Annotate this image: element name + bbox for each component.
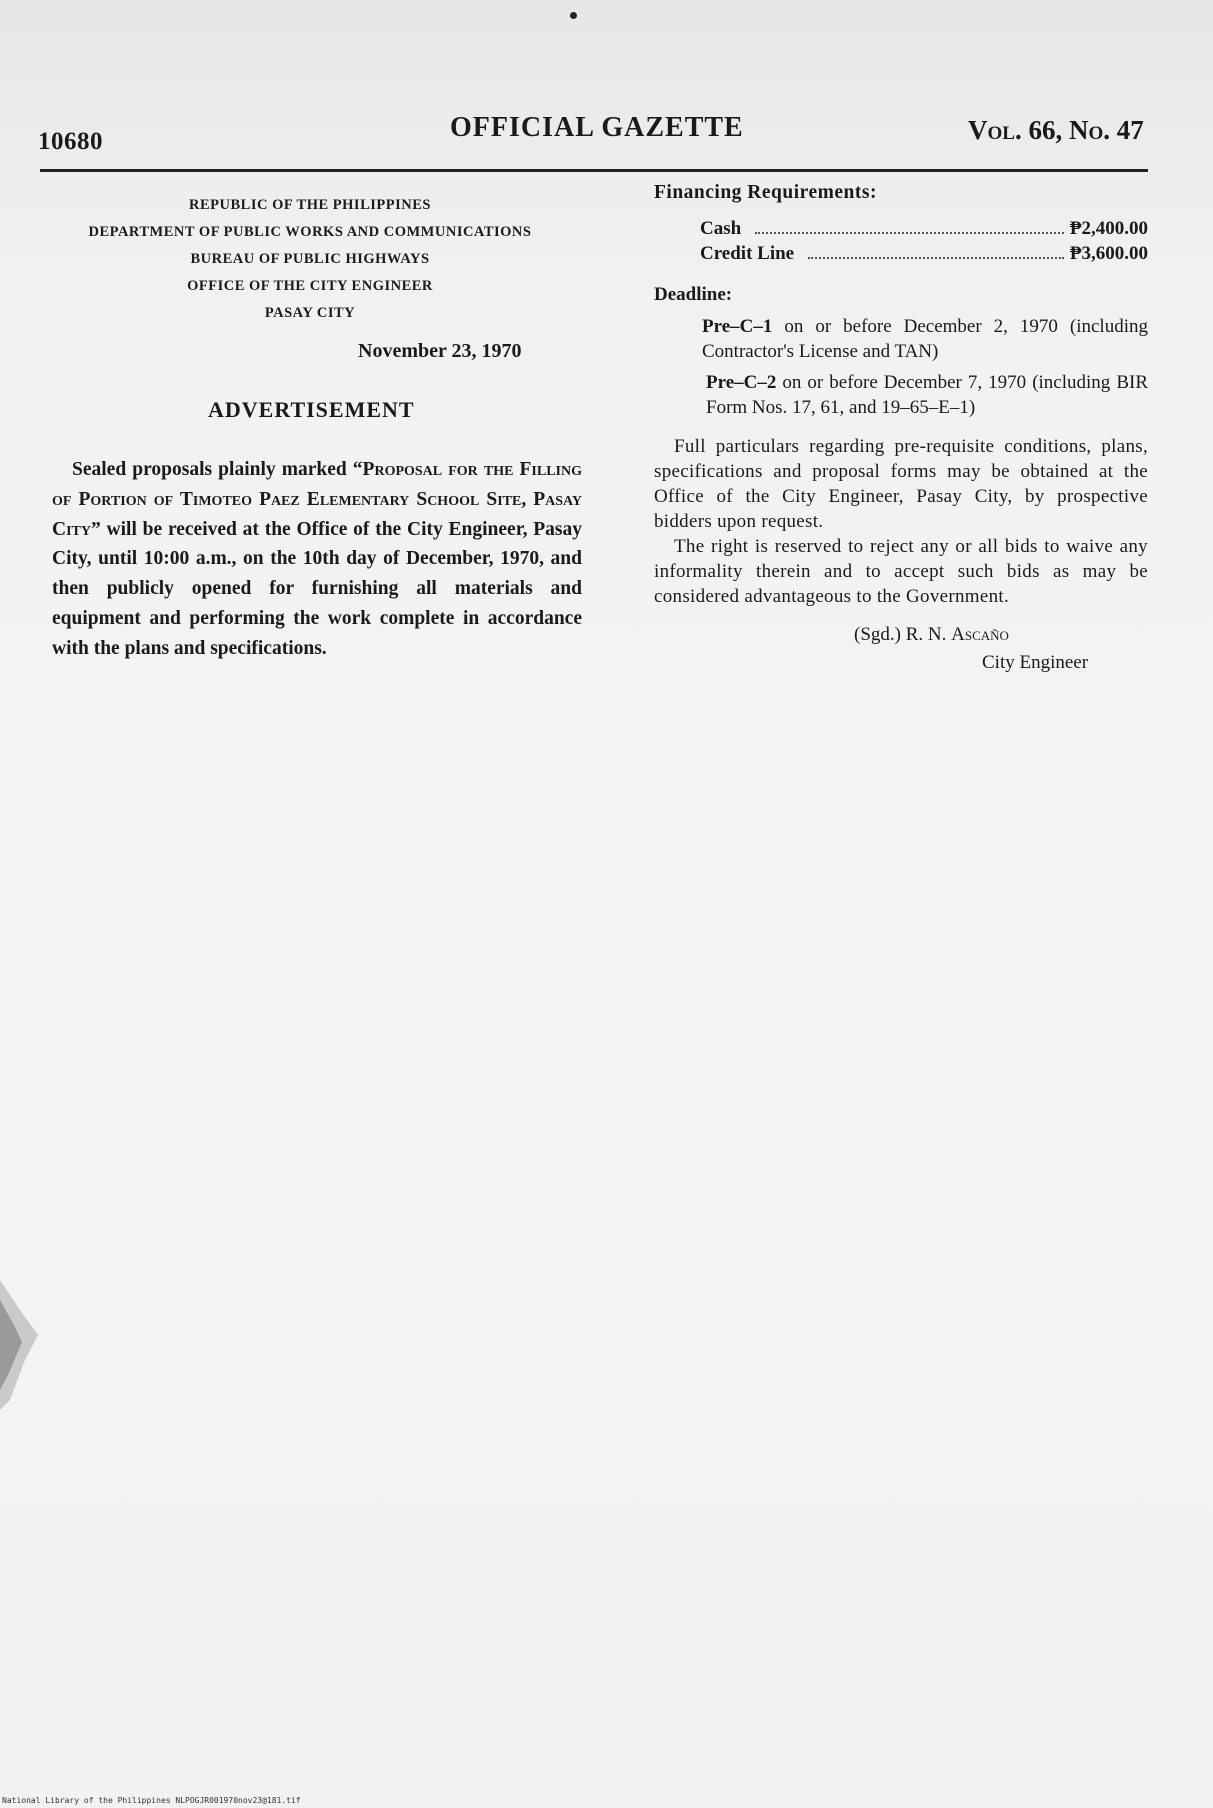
advertisement-body bbox=[52, 455, 582, 664]
leader-dots bbox=[755, 232, 1064, 234]
agency-block bbox=[36, 192, 584, 327]
ad-project-name: Proposal for the Filling of Portion of Timoteo Paez Elementary School Site, Pasay City bbox=[52, 459, 582, 540]
cash-label: Cash bbox=[700, 218, 742, 239]
agency-line-office: OFFICE OF THE CITY ENGINEER bbox=[187, 278, 433, 294]
volume-number: Vol. 66, No. 47 bbox=[968, 115, 1144, 145]
ad-body-rest: ” will be received at the Office of the City Engineer, Pasay City, until 10:00 a.m., on the 10th day of December, 1970, and then publicly opened for furnishing all materials and equipment and performing the work complete in accordance with the plans and specifications. bbox=[52, 518, 582, 659]
page-number: 10680 bbox=[38, 128, 103, 155]
deadline-heading: Deadline: bbox=[654, 284, 733, 305]
leader-dots bbox=[808, 257, 1064, 259]
dateline: November 23, 1970 bbox=[358, 340, 522, 362]
financing-heading: Financing Requirements: bbox=[654, 182, 877, 203]
signature-block bbox=[854, 621, 1148, 677]
running-title: OFFICIAL GAZETTE bbox=[450, 112, 744, 143]
signature-name bbox=[854, 621, 1148, 649]
credit-line-label: Credit Line bbox=[700, 243, 795, 264]
deadline-label-pre-c-2: Pre–C–2 bbox=[706, 372, 777, 393]
financing-row-cash bbox=[700, 216, 1148, 241]
financing-row-credit bbox=[700, 241, 1148, 266]
cash-amount: ₱2,400.00 bbox=[1069, 218, 1148, 239]
agency-line-bureau: BUREAU OF PUBLIC HIGHWAYS bbox=[190, 251, 430, 267]
ink-dot bbox=[570, 12, 577, 19]
signature-surname: Ascaño bbox=[951, 624, 1009, 645]
agency-line-department: DEPARTMENT OF PUBLIC WORKS AND COMMUNICATIONS bbox=[88, 224, 532, 240]
signature-prefix: (Sgd.) R. N. bbox=[854, 624, 952, 645]
reservation-paragraph: The right is reserved to reject any or all bids to waive any informality therein and to accept such bids as may be considered advantageous to the Government. bbox=[654, 536, 1148, 607]
ad-body-start: Sealed proposals plainly marked “ bbox=[72, 459, 363, 480]
torn-edge-mark bbox=[0, 1280, 38, 1410]
agency-line-republic: REPUBLIC OF THE PHILIPPINES bbox=[189, 197, 431, 213]
header-rule bbox=[40, 169, 1148, 172]
right-column bbox=[654, 182, 1148, 677]
scan-footer: National Library of the Philippines NLPOGJR001970nov23@181.tif bbox=[2, 1796, 301, 1805]
particulars-paragraph: Full particulars regarding pre-requisite conditions, plans, specifications and proposal forms may be obtained at the Office of the City Engineer, Pasay City, by prospective bidders upon request. bbox=[654, 436, 1148, 532]
deadline-item-pre-c-1 bbox=[702, 314, 1148, 364]
deadline-label-pre-c-1: Pre–C–1 bbox=[702, 316, 773, 337]
deadline-item-pre-c-2 bbox=[706, 370, 1148, 420]
deadline-text-pre-c-1: on or before December 2, 1970 (including Contractor's License and TAN) bbox=[702, 316, 1148, 362]
deadline-text-pre-c-2: on or before December 7, 1970 (including BIR Form Nos. 17, 61, and 19–65–E–1) bbox=[706, 372, 1148, 418]
left-column bbox=[36, 192, 584, 327]
signature-title: City Engineer bbox=[982, 652, 1089, 673]
agency-line-city: PASAY CITY bbox=[264, 305, 356, 321]
credit-line-amount: ₱3,600.00 bbox=[1069, 243, 1148, 264]
advertisement-title: ADVERTISEMENT bbox=[208, 397, 415, 422]
